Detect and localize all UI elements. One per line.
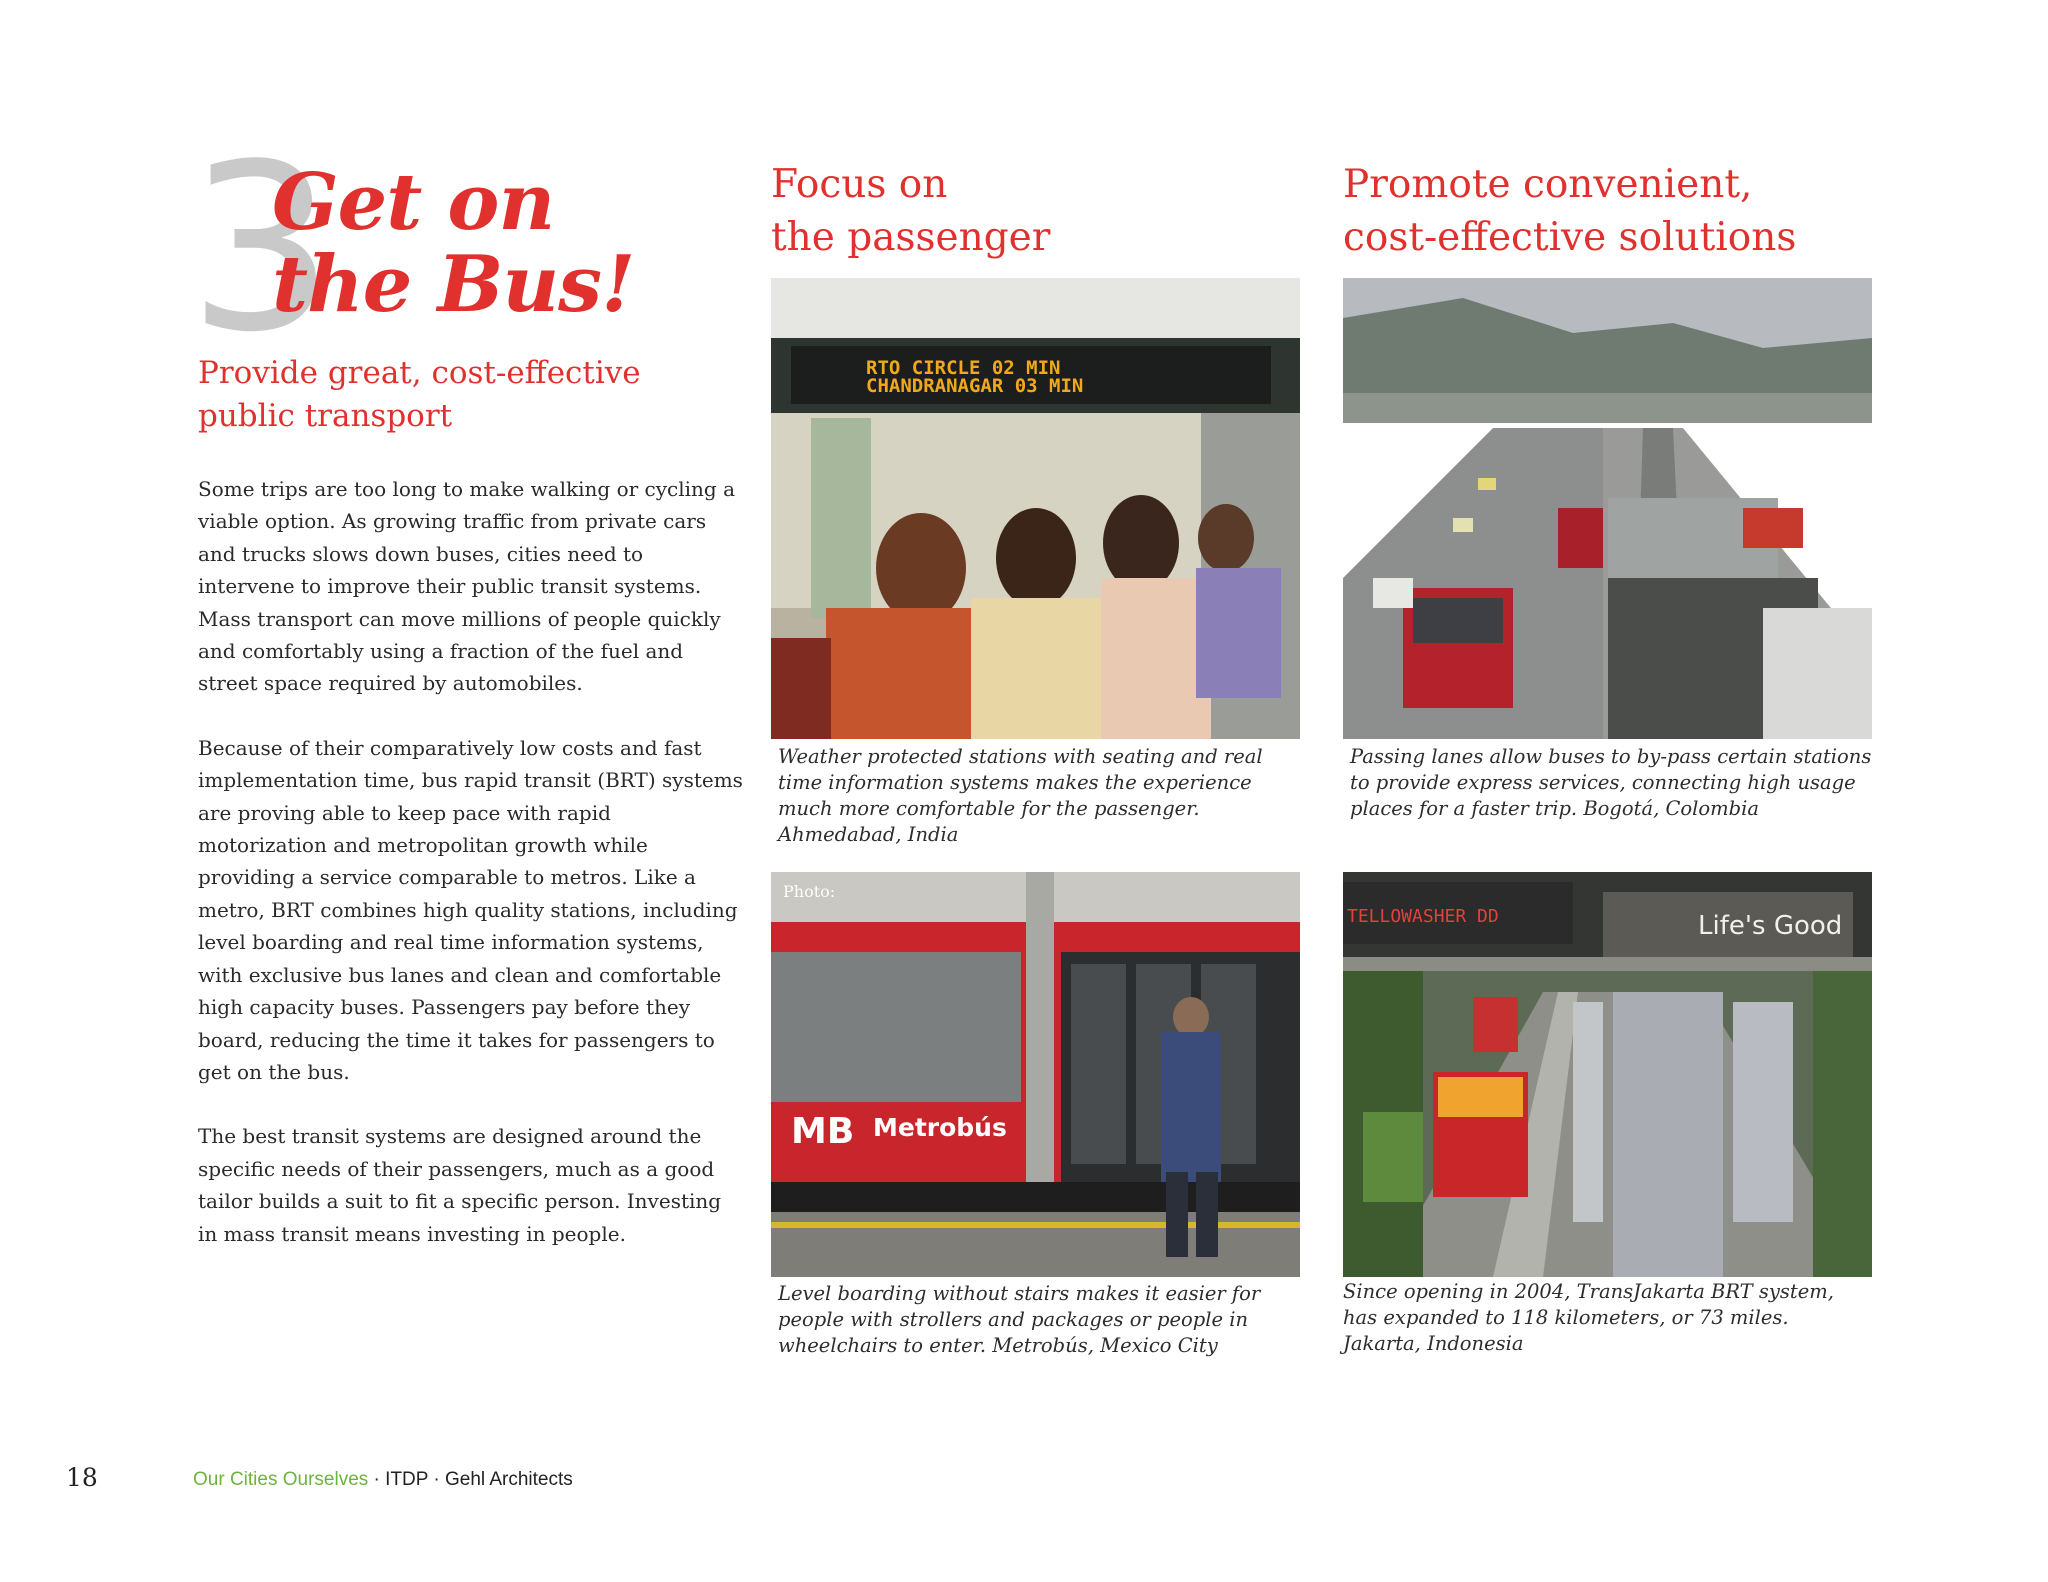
publisher-credits: · ITDP · Gehl Architects [368,1469,573,1490]
heading-line: cost-effective solutions [1343,215,1797,260]
photo-credit: Photo: [783,882,836,901]
metrobus-logo-icon: MB [791,1111,855,1152]
caption-mexico-city: Level boarding without stairs makes it easier for people with strollers and packages or people in wheelchairs to enter. Metrobús, Mexico City [778,1282,1261,1357]
chapter-number: 3 [188,116,329,383]
chapter-title-line1: Get on [272,157,555,248]
body-paragraph: Some trips are too long to make walking or cycling a viable option. As growing traffic from private cars and trucks slows down buses, cities need to intervene to improve their public transit systems. Mass transport can move millions of people quickly and comfortably using a fraction of the fuel and street space required by automobiles. [198,477,736,696]
arrival-sign-line2: CHANDRANAGAR 03 MIN [866,375,1084,397]
caption-bogota: Passing lanes allow buses to by-pass certain stations to provide express services, connecting high usage places for a faster trip. Bogotá, Colombia [1350,745,1872,820]
chapter-title-line2: the Bus! [272,239,635,330]
chapter-title [272,157,635,330]
photo-ahmedabad-station [771,278,1300,739]
page-number: 18 [66,1463,98,1492]
photo-metrobus-mexico [771,872,1300,1277]
arrival-sign-line1: RTO CIRCLE 02 MIN [866,357,1061,379]
body-paragraph: Because of their comparatively low costs and fast implementation time, bus rapid transit (BRT) systems are proving able to keep pace with rapid motorization and metropolitan growth while providing a service comparable to metros. Like a metro, BRT combines high quality stations, including level boarding and real time information systems, with exclusive bus lanes and clean and comfortable high capacity buses. Passengers pay before they board, reducing the time it takes for passengers to get on the bus. [198,735,743,1084]
heading-line: the passenger [771,215,1051,260]
heading-line: Promote convenient, [1343,162,1753,207]
caption-jakarta: Since opening in 2004, TransJakarta BRT system, has expanded to 118 kilometers, or 73 miles. Jakarta, Indonesia [1343,1280,1834,1355]
led-sign-text: TELLOWASHER DD [1347,906,1499,927]
body-text [198,473,743,1282]
billboard-slogan: Life's Good [1698,911,1843,941]
photo-transjakarta [1343,872,1872,1277]
metrobus-wordmark: Metrobús [873,1113,1007,1142]
photo-bogota-passing-lanes [1343,278,1872,739]
body-paragraph: The best transit systems are designed around the specific needs of their passengers, much as a good tailor builds a suit to fit a specific person. Investing in mass transit means investing in people. [198,1124,722,1246]
footer-credits [193,1469,573,1491]
chapter-subtitle: Provide great, cost-effective public transport [198,355,641,434]
heading-focus-passenger [771,158,1050,264]
publication-title: Our Cities Ourselves [193,1469,369,1490]
caption-ahmedabad: Weather protected stations with seating and real time information systems makes the experience much more comfortable for the passenger. Ahmedabad, India [778,745,1263,846]
heading-line: Focus on [771,162,948,207]
heading-promote-solutions [1343,158,1796,264]
